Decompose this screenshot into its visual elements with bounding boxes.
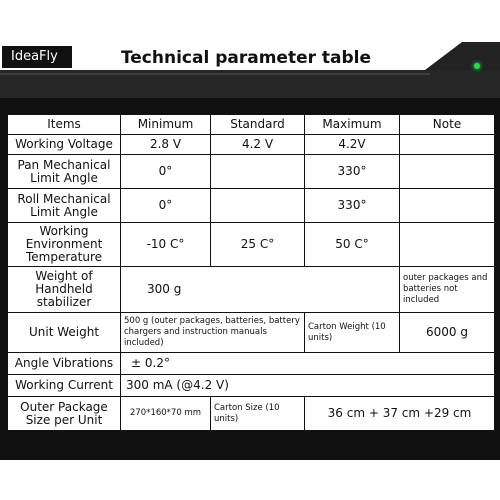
max-value: 330° [305,189,400,223]
header-items: Items [8,115,121,135]
std-value [211,189,305,223]
item-label: Unit Weight [8,313,121,353]
note-value [400,135,495,155]
page-title-text: Technical parameter table [120,48,372,68]
note-value [400,155,495,189]
std-value [211,155,305,189]
weight-value: 300 g [121,267,400,313]
carton-size-label: Carton Size (10 units) [211,397,305,431]
vibration-value: ± 0.2° [121,353,495,375]
table-row [8,313,495,353]
status-led-icon [474,63,480,69]
carton-weight-label: Carton Weight (10 units) [305,313,400,353]
band-graphic [0,70,500,98]
table-row [8,375,495,397]
std-value: 25 C° [211,223,305,267]
table-row [8,267,495,313]
carton-size-value: 36 cm + 37 cm +29 cm [305,397,495,431]
decorative-band [0,70,500,98]
header-note: Note [400,115,495,135]
package-size-value: 270*160*70 mm [121,397,211,431]
min-value: -10 C° [121,223,211,267]
min-value: 0° [121,189,211,223]
min-value: 0° [121,155,211,189]
unit-weight-desc: 500 g (outer packages, batteries, battery chargers and instruction manuals included) [121,313,305,353]
header-maximum: Maximum [305,115,400,135]
table-row [8,135,495,155]
max-value: 50 C° [305,223,400,267]
item-label: Working Environment Temperature [8,223,121,267]
parameter-table [7,114,495,431]
table-row [8,155,495,189]
note-value [400,189,495,223]
page-bottom-margin [0,460,500,500]
table-row [8,223,495,267]
brand-label: IdeaFly [2,46,72,68]
item-label: Working Current [8,375,121,397]
carton-weight-value: 6000 g [400,313,495,353]
table-row [8,189,495,223]
item-label: Outer Package Size per Unit [8,397,121,431]
max-value: 330° [305,155,400,189]
item-label: Angle Vibrations [8,353,121,375]
item-label: Weight of Handheld stabilizer [8,267,121,313]
table-header-row [8,115,495,135]
std-value: 4.2 V [211,135,305,155]
item-label: Roll Mechanical Limit Angle [8,189,121,223]
table-row [8,353,495,375]
item-label: Working Voltage [8,135,121,155]
item-label: Pan Mechanical Limit Angle [8,155,121,189]
note-value [400,223,495,267]
note-value: outer packages and batteries not included [400,267,495,313]
min-value: 2.8 V [121,135,211,155]
band-corner-graphic [0,42,500,72]
header-standard: Standard [211,115,305,135]
current-value: 300 mA (@4.2 V) [121,375,495,397]
header-minimum: Minimum [121,115,211,135]
max-value: 4.2V [305,135,400,155]
table-row [8,397,495,431]
